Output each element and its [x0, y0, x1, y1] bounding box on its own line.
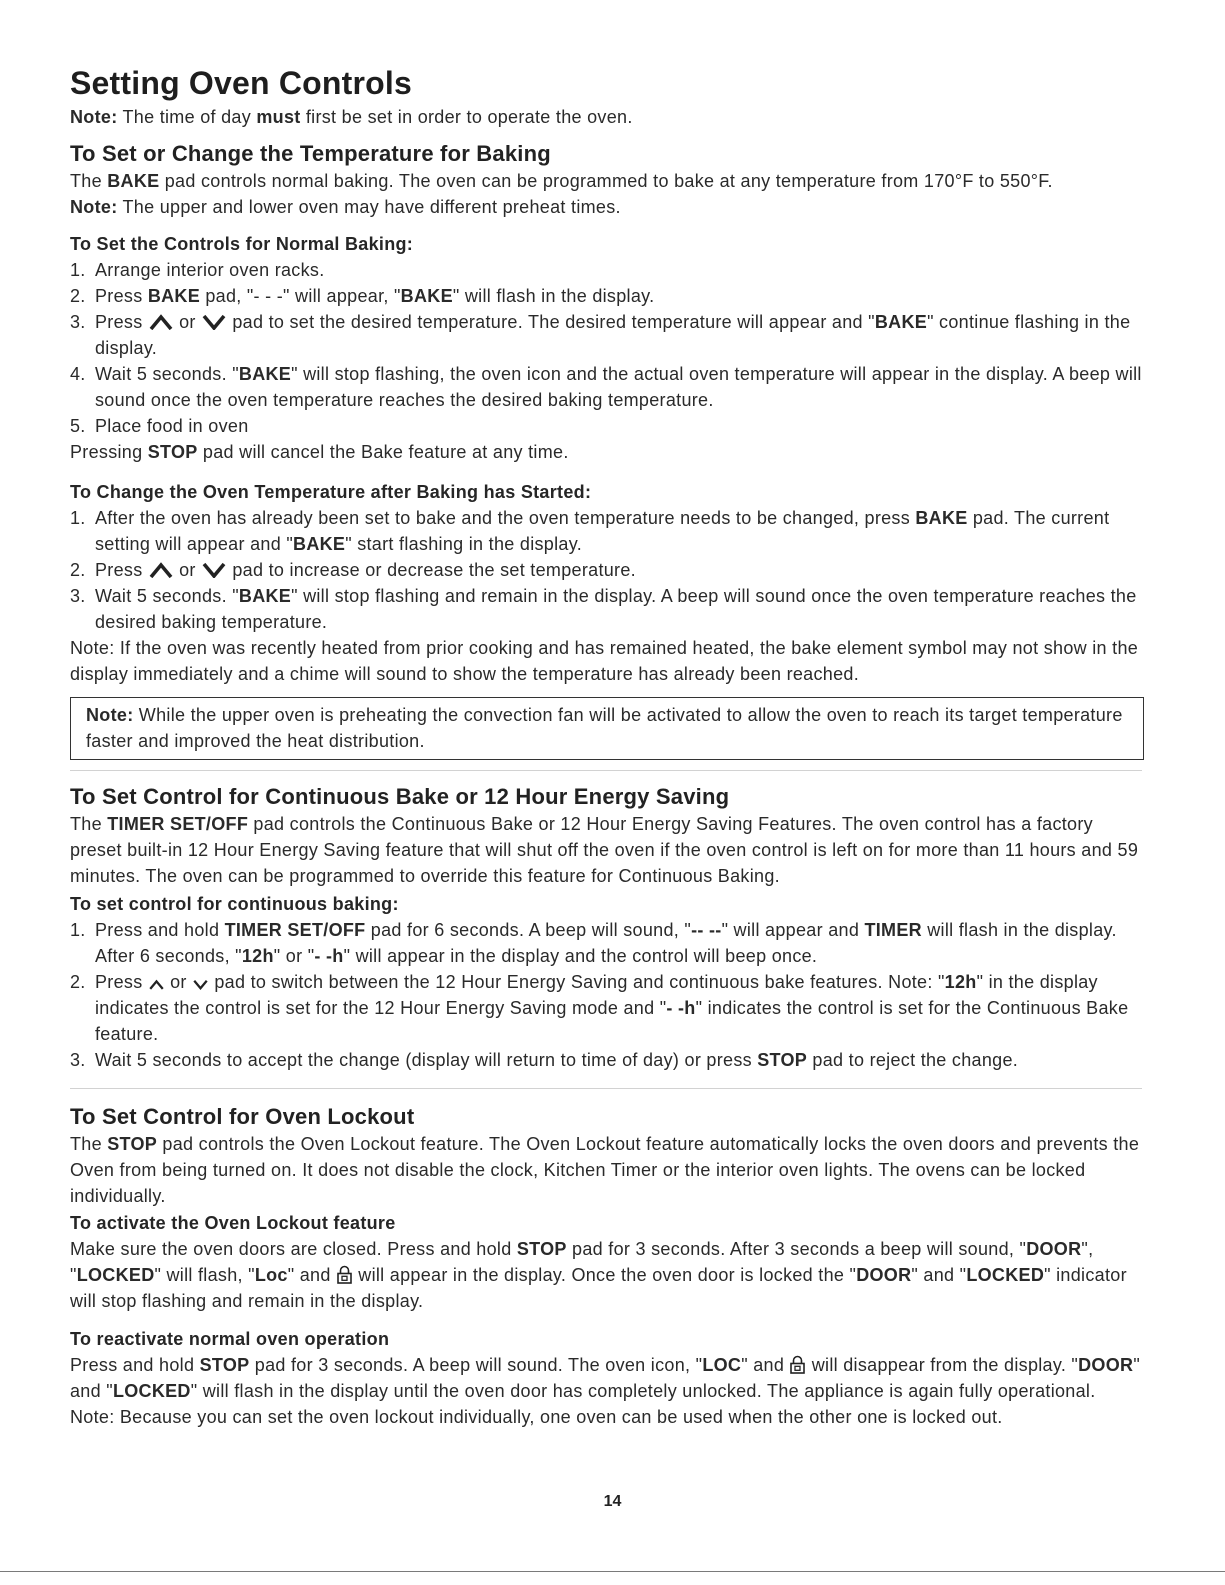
- text-run: pad for 6 seconds. A beep will sound, ": [365, 920, 692, 940]
- section-baking: [70, 140, 1142, 760]
- step-text: [95, 257, 1142, 283]
- text-run: After the oven has already been set to bake and the oven temperature needs to be changed, press: [95, 508, 916, 528]
- step-number: 3.: [70, 586, 86, 606]
- text-run: Make sure the oven doors are closed. Press and hold: [70, 1239, 517, 1259]
- text-run: Press: [95, 312, 148, 332]
- text-run: pad controls the Oven Lockout feature. The Oven Lockout feature automatically locks the oven doors and prevents the Oven from being turned on. It does not disable the clock, Kitchen Timer or the interior oven lights. The ovens can be locked individually.: [70, 1134, 1140, 1206]
- emphasis-text: BAKE: [915, 508, 968, 528]
- step-number: 2.: [70, 560, 86, 580]
- step-text: [95, 917, 1142, 969]
- text-run: Press: [95, 286, 148, 306]
- text-run: " indicates the control is set for the Continuous Bake feature.: [95, 998, 1129, 1044]
- text-run: " or ": [273, 946, 315, 966]
- step-text: [95, 505, 1142, 557]
- emphasis-text: STOP: [107, 1134, 158, 1154]
- normal-baking-steps: [70, 257, 1142, 439]
- emphasis-text: STOP: [516, 1239, 567, 1259]
- cancel-note: [70, 439, 1142, 465]
- step-number: 1.: [70, 920, 86, 940]
- step-text: [95, 557, 1142, 583]
- emphasis-text: DOOR: [1026, 1239, 1082, 1259]
- text-run: Wait 5 seconds to accept the change (display will return to time of day) or press: [95, 1050, 758, 1070]
- down-arrow-icon: [202, 562, 226, 578]
- reactivate-oven-paragraph: [70, 1352, 1142, 1430]
- text-run: or: [164, 972, 193, 992]
- text-run: pad controls normal baking. The oven can be programmed to bake at any temperature from 170°F to 550°F.: [159, 171, 1053, 191]
- text-run: " will appear in the display and the control will beep once.: [343, 946, 818, 966]
- text-run: pad to reject the change.: [807, 1050, 1019, 1070]
- text-run: The: [70, 814, 108, 834]
- emphasis-text: TIMER: [864, 920, 922, 940]
- list-item: [70, 361, 1142, 413]
- section-heading: To Set Control for Oven Lockout: [70, 1104, 415, 1129]
- preheated-note: [70, 635, 1142, 687]
- emphasis-text: - -h: [666, 998, 696, 1018]
- up-arrow-icon: [149, 314, 173, 330]
- step-text: [95, 283, 1142, 309]
- section-continuous-bake: [70, 783, 1142, 1073]
- emphasis-text: Note:: [70, 197, 118, 217]
- list-item: [70, 257, 1142, 283]
- emphasis-text: DOOR: [856, 1265, 912, 1285]
- text-run: " will stop flashing and remain in the display. A beep will sound once the oven temperature reaches the desired baking temperature.: [95, 586, 1137, 632]
- text-run: " will stop flashing, the oven icon and the actual oven temperature will appear in the display. A beep will sound once the oven temperature reaches the desired baking temperature.: [95, 364, 1142, 410]
- emphasis-text: BAKE: [238, 364, 292, 384]
- text-run: pad. The current setting will appear and ": [95, 508, 1110, 554]
- down-arrow-icon: [193, 979, 208, 990]
- text-run: " and ": [70, 1355, 1141, 1401]
- list-item: [70, 917, 1142, 969]
- text-run: Note: If the oven was recently heated from prior cooking and has remained heated, the bake element symbol may not show in the display immediately and a chime will sound to show the temperature has already been reached.: [70, 638, 1139, 684]
- list-item: [70, 557, 1142, 583]
- page-title: Setting Oven Controls: [70, 65, 412, 101]
- down-arrow-icon: [202, 314, 226, 330]
- list-item: [70, 1047, 1142, 1073]
- text-run: The: [70, 171, 108, 191]
- lock-icon: [337, 1265, 352, 1284]
- step-text: [95, 969, 1142, 1047]
- up-arrow-icon: [149, 979, 164, 990]
- text-run: pad to set the desired temperature. The desired temperature will appear and ": [227, 312, 875, 332]
- section-heading: To Set Control for Continuous Bake or 12 Hour Energy Saving: [70, 784, 730, 809]
- text-run: or: [173, 312, 202, 332]
- section-note: [70, 194, 1142, 220]
- text-run: Place food in oven: [95, 416, 249, 436]
- page-number: 14: [603, 1493, 622, 1510]
- step-text: [95, 413, 1142, 439]
- text-run: Wait 5 seconds. ": [95, 364, 239, 384]
- text-run: Wait 5 seconds. ": [95, 586, 239, 606]
- list-item: [70, 969, 1142, 1047]
- emphasis-text: BAKE: [147, 286, 201, 306]
- text-run: will disappear from the display. ": [806, 1355, 1079, 1375]
- activate-lockout-paragraph: [70, 1236, 1142, 1314]
- emphasis-text: -- --: [691, 920, 722, 940]
- text-run: pad will cancel the Bake feature at any time.: [197, 442, 569, 462]
- manual-page: [70, 62, 1142, 1430]
- step-text: [95, 1047, 1142, 1073]
- text-run: Pressing: [70, 442, 148, 462]
- emphasis-text: must: [256, 107, 301, 127]
- emphasis-text: LOCKED: [76, 1265, 155, 1285]
- callout-note-box: [70, 697, 1144, 760]
- emphasis-text: Note:: [86, 705, 134, 725]
- step-number: 1.: [70, 508, 86, 528]
- text-run: " and: [741, 1355, 790, 1375]
- subsection-heading: To reactivate normal oven operation: [70, 1329, 390, 1349]
- emphasis-text: TIMER SET/OFF: [107, 814, 249, 834]
- step-text: [95, 309, 1142, 361]
- emphasis-text: LOC: [702, 1355, 742, 1375]
- text-run: " continue flashing in the display.: [95, 312, 1131, 358]
- text-run: will flash in the display. After 6 seconds, ": [95, 920, 1117, 966]
- step-number: 2.: [70, 286, 86, 306]
- emphasis-text: 12h: [944, 972, 977, 992]
- text-run: Press and hold: [70, 1355, 200, 1375]
- section-heading: To Set or Change the Temperature for Baking: [70, 141, 551, 166]
- emphasis-text: STOP: [199, 1355, 250, 1375]
- emphasis-text: BAKE: [400, 286, 453, 306]
- emphasis-text: - -h: [314, 946, 344, 966]
- emphasis-text: STOP: [147, 442, 198, 462]
- section-divider: [70, 770, 1142, 771]
- continuous-baking-steps: [70, 917, 1142, 1073]
- text-run: " will flash in the display until the oven door has completely unlocked. The appliance is again fully operational. Note: Because you can set the oven lockout individually, one oven can be used when the other one is locked out.: [70, 1381, 1096, 1427]
- text-run: Press and hold: [95, 920, 225, 940]
- text-run: The time of day: [117, 107, 257, 127]
- list-item: [70, 505, 1142, 557]
- step-text: [95, 583, 1142, 635]
- text-run: Press: [95, 560, 148, 580]
- section-paragraph: [70, 168, 1142, 194]
- change-temperature-steps: [70, 505, 1142, 635]
- text-run: pad for 3 seconds. After 3 seconds a beep will sound, ": [566, 1239, 1027, 1259]
- page-edge-line: [0, 1571, 1225, 1572]
- callout-note-text: [86, 702, 1129, 754]
- emphasis-text: Loc: [254, 1265, 288, 1285]
- text-run: " will appear and: [721, 920, 865, 940]
- text-run: " in the display indicates the control is set for the 12 Hour Energy Saving mode and ": [95, 972, 1098, 1018]
- step-number: 5.: [70, 416, 86, 436]
- text-run: pad controls the Continuous Bake or 12 Hour Energy Saving Features. The oven control has a factory preset built-in 12 Hour Energy Saving feature that will shut off the oven if the oven control is left on for more than 11 hours and 59 minutes. The oven can be programmed to override this feature for Continuous Baking.: [70, 814, 1139, 886]
- list-item: [70, 583, 1142, 635]
- subsection-heading: To Change the Oven Temperature after Baking has Started:: [70, 482, 592, 502]
- text-run: " and: [287, 1265, 336, 1285]
- text-run: Press: [95, 972, 148, 992]
- text-run: " indicator will stop flashing and remain in the display.: [70, 1265, 1127, 1311]
- text-run: will appear in the display. Once the oven door is locked the ": [352, 1265, 857, 1285]
- emphasis-text: DOOR: [1078, 1355, 1134, 1375]
- step-text: [95, 361, 1142, 413]
- intro-note: [70, 104, 1142, 130]
- section-divider: [70, 1088, 1142, 1089]
- emphasis-text: 12h: [241, 946, 274, 966]
- emphasis-text: BAKE: [238, 586, 292, 606]
- text-run: pad to increase or decrease the set temperature.: [227, 560, 636, 580]
- lock-icon: [790, 1355, 805, 1374]
- list-item: [70, 309, 1142, 361]
- step-number: 1.: [70, 260, 86, 280]
- emphasis-text: TIMER SET/OFF: [224, 920, 366, 940]
- text-run: first be set in order to operate the oven.: [300, 107, 633, 127]
- text-run: The upper and lower oven may have different preheat times.: [117, 197, 621, 217]
- text-run: The: [70, 1134, 108, 1154]
- emphasis-text: Note:: [70, 107, 118, 127]
- emphasis-text: BAKE: [874, 312, 928, 332]
- subsection-heading: To set control for continuous baking:: [70, 894, 399, 914]
- text-run: pad to switch between the 12 Hour Energy Saving and continuous bake features. Note: ": [209, 972, 945, 992]
- step-number: 2.: [70, 972, 86, 992]
- text-run: pad, "- - -" will appear, ": [200, 286, 401, 306]
- text-run: " will flash, ": [154, 1265, 255, 1285]
- text-run: " and ": [911, 1265, 967, 1285]
- up-arrow-icon: [149, 562, 173, 578]
- section-oven-lockout: [70, 1103, 1142, 1430]
- text-run: " start flashing in the display.: [345, 534, 582, 554]
- emphasis-text: LOCKED: [966, 1265, 1045, 1285]
- text-run: Arrange interior oven racks.: [95, 260, 325, 280]
- emphasis-text: LOCKED: [112, 1381, 191, 1401]
- subsection-heading: To Set the Controls for Normal Baking:: [70, 234, 414, 254]
- text-run: " will flash in the display.: [452, 286, 655, 306]
- text-run: or: [173, 560, 202, 580]
- step-number: 4.: [70, 364, 86, 384]
- text-run: While the upper oven is preheating the convection fan will be activated to allow the oven to reach its target temperature faster and improved the heat distribution.: [86, 705, 1123, 751]
- step-number: 3.: [70, 312, 86, 332]
- step-number: 3.: [70, 1050, 86, 1070]
- text-run: pad for 3 seconds. A beep will sound. The oven icon, ": [249, 1355, 703, 1375]
- section-paragraph: [70, 811, 1142, 889]
- emphasis-text: STOP: [757, 1050, 808, 1070]
- subsection-heading: To activate the Oven Lockout feature: [70, 1213, 396, 1233]
- emphasis-text: BAKE: [293, 534, 346, 554]
- list-item: [70, 283, 1142, 309]
- text-run: ", ": [70, 1239, 1094, 1285]
- emphasis-text: BAKE: [107, 171, 160, 191]
- section-paragraph: [70, 1131, 1142, 1209]
- list-item: [70, 413, 1142, 439]
